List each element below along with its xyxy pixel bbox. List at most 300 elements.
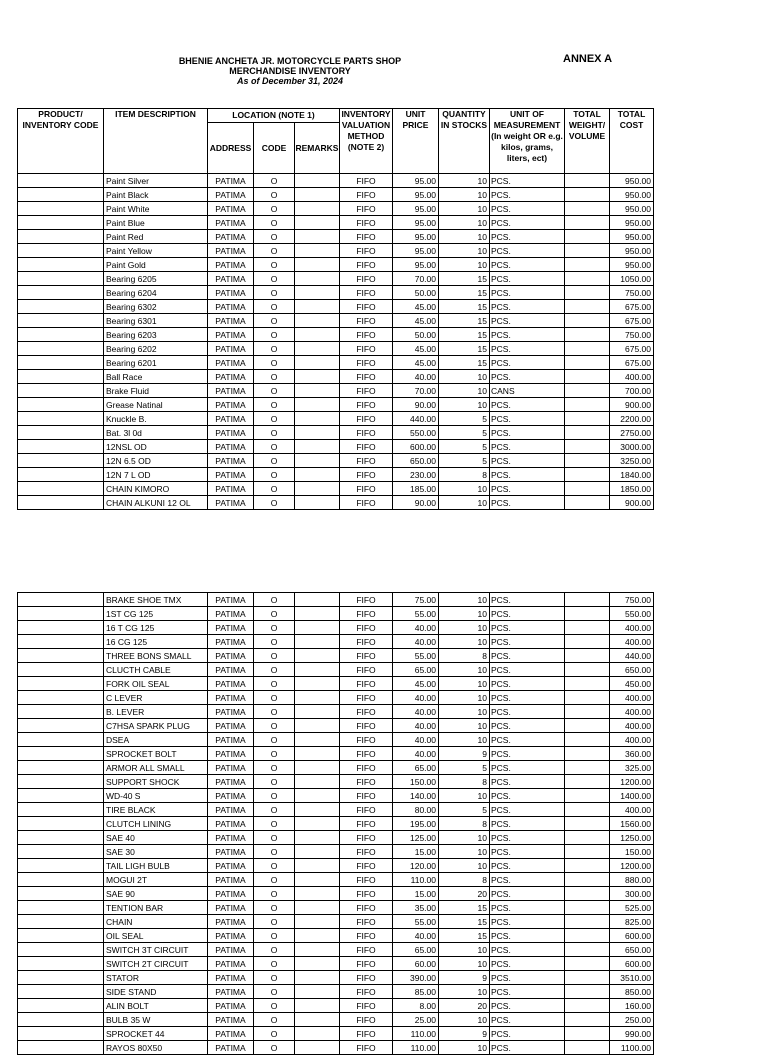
cell-product-code xyxy=(18,314,104,328)
cell-remarks xyxy=(295,370,340,384)
cell-remarks xyxy=(295,426,340,440)
cell-code: O xyxy=(254,370,295,384)
cell-unit-measure: PCS. xyxy=(490,356,565,370)
cell-unit-price: 65.00 xyxy=(393,663,439,677)
cell-unit-measure: PCS. xyxy=(490,775,565,789)
cell-item-description: BRAKE SHOE TMX xyxy=(104,593,208,607)
cell-valuation: FIFO xyxy=(340,999,393,1013)
cell-unit-measure: PCS. xyxy=(490,747,565,761)
cell-code: O xyxy=(254,342,295,356)
cell-unit-price: 390.00 xyxy=(393,971,439,985)
cell-unit-price: 110.00 xyxy=(393,1041,439,1055)
cell-product-code xyxy=(18,440,104,454)
cell-item-description: SWITCH 2T CIRCUIT xyxy=(104,957,208,971)
cell-unit-price: 85.00 xyxy=(393,985,439,999)
cell-quantity: 9 xyxy=(439,747,490,761)
cell-unit-measure: PCS. xyxy=(490,188,565,202)
cell-product-code xyxy=(18,831,104,845)
cell-total-weight xyxy=(565,985,610,999)
cell-total-weight xyxy=(565,314,610,328)
cell-total-weight xyxy=(565,216,610,230)
cell-address: PATIMA xyxy=(208,691,254,705)
cell-valuation: FIFO xyxy=(340,859,393,873)
table-row xyxy=(18,607,654,621)
cell-item-description: C LEVER xyxy=(104,691,208,705)
cell-total-cost: 950.00 xyxy=(610,188,654,202)
table-row xyxy=(18,314,654,328)
cell-quantity: 20 xyxy=(439,887,490,901)
table-row xyxy=(18,426,654,440)
cell-code: O xyxy=(254,887,295,901)
col-valuation: INVENTORY VALUATION METHOD (NOTE 2) xyxy=(340,109,393,174)
cell-total-cost: 1100.00 xyxy=(610,1041,654,1055)
cell-total-weight xyxy=(565,440,610,454)
cell-item-description: 12N 6.5 OD xyxy=(104,454,208,468)
cell-code: O xyxy=(254,188,295,202)
cell-address: PATIMA xyxy=(208,188,254,202)
cell-item-description: Paint Gold xyxy=(104,258,208,272)
cell-total-cost: 1400.00 xyxy=(610,789,654,803)
cell-unit-price: 95.00 xyxy=(393,216,439,230)
cell-total-cost: 675.00 xyxy=(610,300,654,314)
cell-item-description: WD-40 S xyxy=(104,789,208,803)
cell-item-description: Bat. 3l 0d xyxy=(104,426,208,440)
table-row xyxy=(18,901,654,915)
table-row xyxy=(18,272,654,286)
cell-remarks xyxy=(295,244,340,258)
cell-address: PATIMA xyxy=(208,761,254,775)
table-row xyxy=(18,230,654,244)
cell-product-code xyxy=(18,691,104,705)
cell-valuation: FIFO xyxy=(340,733,393,747)
cell-total-cost: 1840.00 xyxy=(610,468,654,482)
cell-valuation: FIFO xyxy=(340,398,393,412)
cell-unit-measure: PCS. xyxy=(490,370,565,384)
cell-unit-price: 40.00 xyxy=(393,370,439,384)
cell-unit-price: 50.00 xyxy=(393,286,439,300)
cell-total-cost: 3000.00 xyxy=(610,440,654,454)
cell-total-cost: 675.00 xyxy=(610,342,654,356)
cell-total-weight xyxy=(565,202,610,216)
cell-unit-price: 150.00 xyxy=(393,775,439,789)
table-row xyxy=(18,929,654,943)
cell-total-cost: 1250.00 xyxy=(610,831,654,845)
cell-total-cost: 825.00 xyxy=(610,915,654,929)
cell-code: O xyxy=(254,468,295,482)
cell-remarks xyxy=(295,174,340,188)
cell-remarks xyxy=(295,342,340,356)
cell-quantity: 8 xyxy=(439,775,490,789)
cell-unit-price: 90.00 xyxy=(393,496,439,510)
cell-unit-measure: PCS. xyxy=(490,873,565,887)
cell-address: PATIMA xyxy=(208,314,254,328)
cell-unit-price: 55.00 xyxy=(393,915,439,929)
cell-unit-measure: PCS. xyxy=(490,300,565,314)
cell-code: O xyxy=(254,691,295,705)
cell-address: PATIMA xyxy=(208,649,254,663)
table-row xyxy=(18,789,654,803)
cell-unit-measure: PCS. xyxy=(490,202,565,216)
cell-unit-price: 40.00 xyxy=(393,621,439,635)
cell-total-cost: 600.00 xyxy=(610,929,654,943)
cell-item-description: SUPPORT SHOCK xyxy=(104,775,208,789)
cell-unit-measure: PCS. xyxy=(490,761,565,775)
cell-item-description: Grease Natinal xyxy=(104,398,208,412)
cell-item-description: SAE 30 xyxy=(104,845,208,859)
cell-total-cost: 750.00 xyxy=(610,286,654,300)
cell-address: PATIMA xyxy=(208,496,254,510)
cell-code: O xyxy=(254,174,295,188)
table-row xyxy=(18,719,654,733)
cell-item-description: B. LEVER xyxy=(104,705,208,719)
cell-item-description: 16 CG 125 xyxy=(104,635,208,649)
cell-remarks xyxy=(295,929,340,943)
cell-total-cost: 3250.00 xyxy=(610,454,654,468)
cell-address: PATIMA xyxy=(208,384,254,398)
cell-valuation: FIFO xyxy=(340,817,393,831)
table-row xyxy=(18,454,654,468)
cell-code: O xyxy=(254,202,295,216)
cell-quantity: 15 xyxy=(439,300,490,314)
cell-unit-measure: PCS. xyxy=(490,468,565,482)
cell-valuation: FIFO xyxy=(340,789,393,803)
cell-address: PATIMA xyxy=(208,719,254,733)
col-address: ADDRESS xyxy=(208,123,254,174)
cell-code: O xyxy=(254,929,295,943)
cell-code: O xyxy=(254,635,295,649)
cell-remarks xyxy=(295,356,340,370)
table-row xyxy=(18,202,654,216)
table-row xyxy=(18,216,654,230)
cell-unit-price: 15.00 xyxy=(393,845,439,859)
cell-address: PATIMA xyxy=(208,705,254,719)
cell-remarks xyxy=(295,817,340,831)
cell-valuation: FIFO xyxy=(340,454,393,468)
cell-remarks xyxy=(295,733,340,747)
report-date: As of December 31, 2024 xyxy=(236,76,344,86)
cell-total-cost: 675.00 xyxy=(610,314,654,328)
cell-code: O xyxy=(254,859,295,873)
cell-unit-price: 40.00 xyxy=(393,747,439,761)
cell-code: O xyxy=(254,901,295,915)
cell-address: PATIMA xyxy=(208,803,254,817)
cell-code: O xyxy=(254,943,295,957)
table-row xyxy=(18,384,654,398)
table-row xyxy=(18,482,654,496)
cell-code: O xyxy=(254,621,295,635)
cell-address: PATIMA xyxy=(208,901,254,915)
cell-unit-price: 40.00 xyxy=(393,691,439,705)
cell-unit-measure: PCS. xyxy=(490,216,565,230)
cell-remarks xyxy=(295,901,340,915)
cell-product-code xyxy=(18,803,104,817)
cell-unit-price: 650.00 xyxy=(393,454,439,468)
table-row xyxy=(18,859,654,873)
cell-quantity: 5 xyxy=(439,761,490,775)
cell-address: PATIMA xyxy=(208,244,254,258)
cell-quantity: 15 xyxy=(439,272,490,286)
cell-item-description: Paint Yellow xyxy=(104,244,208,258)
table-row xyxy=(18,817,654,831)
cell-quantity: 5 xyxy=(439,440,490,454)
cell-unit-price: 80.00 xyxy=(393,803,439,817)
cell-address: PATIMA xyxy=(208,943,254,957)
cell-product-code xyxy=(18,328,104,342)
cell-unit-price: 40.00 xyxy=(393,929,439,943)
cell-unit-price: 140.00 xyxy=(393,789,439,803)
table-row xyxy=(18,985,654,999)
cell-address: PATIMA xyxy=(208,1041,254,1055)
cell-total-cost: 400.00 xyxy=(610,803,654,817)
cell-valuation: FIFO xyxy=(340,1013,393,1027)
cell-product-code xyxy=(18,747,104,761)
cell-total-weight xyxy=(565,384,610,398)
cell-address: PATIMA xyxy=(208,915,254,929)
cell-total-cost: 950.00 xyxy=(610,174,654,188)
cell-unit-measure: PCS. xyxy=(490,342,565,356)
cell-remarks xyxy=(295,761,340,775)
cell-quantity: 8 xyxy=(439,649,490,663)
cell-unit-price: 440.00 xyxy=(393,412,439,426)
cell-quantity: 9 xyxy=(439,971,490,985)
cell-quantity: 15 xyxy=(439,286,490,300)
cell-code: O xyxy=(254,356,295,370)
cell-remarks xyxy=(295,607,340,621)
cell-unit-measure: PCS. xyxy=(490,831,565,845)
cell-valuation: FIFO xyxy=(340,943,393,957)
cell-unit-price: 45.00 xyxy=(393,314,439,328)
cell-total-cost: 400.00 xyxy=(610,705,654,719)
cell-address: PATIMA xyxy=(208,454,254,468)
cell-address: PATIMA xyxy=(208,440,254,454)
cell-unit-price: 120.00 xyxy=(393,859,439,873)
cell-total-cost: 1200.00 xyxy=(610,859,654,873)
cell-unit-measure: PCS. xyxy=(490,929,565,943)
cell-unit-measure: PCS. xyxy=(490,286,565,300)
cell-unit-measure: PCS. xyxy=(490,915,565,929)
cell-valuation: FIFO xyxy=(340,356,393,370)
cell-product-code xyxy=(18,929,104,943)
table-row xyxy=(18,733,654,747)
cell-address: PATIMA xyxy=(208,985,254,999)
cell-item-description: CHAIN KIMORO xyxy=(104,482,208,496)
cell-valuation: FIFO xyxy=(340,747,393,761)
cell-remarks xyxy=(295,873,340,887)
cell-valuation: FIFO xyxy=(340,915,393,929)
cell-item-description: OIL SEAL xyxy=(104,929,208,943)
cell-product-code xyxy=(18,817,104,831)
cell-total-weight xyxy=(565,873,610,887)
table-row xyxy=(18,1013,654,1027)
cell-total-cost: 750.00 xyxy=(610,328,654,342)
cell-total-cost: 400.00 xyxy=(610,691,654,705)
cell-product-code xyxy=(18,635,104,649)
cell-total-cost: 400.00 xyxy=(610,370,654,384)
cell-remarks xyxy=(295,915,340,929)
cell-remarks xyxy=(295,1013,340,1027)
cell-total-cost: 880.00 xyxy=(610,873,654,887)
cell-valuation: FIFO xyxy=(340,384,393,398)
cell-product-code xyxy=(18,286,104,300)
table-row xyxy=(18,244,654,258)
table-row xyxy=(18,649,654,663)
cell-unit-price: 15.00 xyxy=(393,887,439,901)
cell-code: O xyxy=(254,454,295,468)
cell-code: O xyxy=(254,258,295,272)
cell-total-cost: 950.00 xyxy=(610,258,654,272)
cell-item-description: Bearing 6301 xyxy=(104,314,208,328)
cell-total-weight xyxy=(565,635,610,649)
cell-product-code xyxy=(18,300,104,314)
cell-address: PATIMA xyxy=(208,174,254,188)
cell-total-weight xyxy=(565,663,610,677)
cell-unit-measure: PCS. xyxy=(490,817,565,831)
cell-valuation: FIFO xyxy=(340,328,393,342)
cell-unit-measure: PCS. xyxy=(490,230,565,244)
cell-total-cost: 990.00 xyxy=(610,1027,654,1041)
cell-code: O xyxy=(254,677,295,691)
cell-total-weight xyxy=(565,454,610,468)
cell-item-description: ARMOR ALL SMALL xyxy=(104,761,208,775)
cell-quantity: 15 xyxy=(439,314,490,328)
cell-product-code xyxy=(18,496,104,510)
table-row xyxy=(18,747,654,761)
cell-code: O xyxy=(254,915,295,929)
cell-remarks xyxy=(295,943,340,957)
cell-address: PATIMA xyxy=(208,216,254,230)
cell-valuation: FIFO xyxy=(340,188,393,202)
cell-item-description: SAE 40 xyxy=(104,831,208,845)
cell-valuation: FIFO xyxy=(340,873,393,887)
cell-remarks xyxy=(295,789,340,803)
cell-remarks xyxy=(295,482,340,496)
cell-quantity: 20 xyxy=(439,999,490,1013)
table-row xyxy=(18,174,654,188)
cell-address: PATIMA xyxy=(208,342,254,356)
table-row xyxy=(18,971,654,985)
cell-unit-measure: PCS. xyxy=(490,1013,565,1027)
cell-quantity: 10 xyxy=(439,677,490,691)
cell-unit-price: 45.00 xyxy=(393,677,439,691)
cell-item-description: CLUCTH CABLE xyxy=(104,663,208,677)
cell-unit-measure: PCS. xyxy=(490,244,565,258)
cell-address: PATIMA xyxy=(208,957,254,971)
table-row xyxy=(18,887,654,901)
cell-product-code xyxy=(18,915,104,929)
table-row xyxy=(18,957,654,971)
cell-address: PATIMA xyxy=(208,775,254,789)
cell-quantity: 10 xyxy=(439,1013,490,1027)
cell-unit-measure: PCS. xyxy=(490,719,565,733)
cell-address: PATIMA xyxy=(208,482,254,496)
cell-item-description: Bearing 6203 xyxy=(104,328,208,342)
cell-item-description: Paint Blue xyxy=(104,216,208,230)
cell-unit-price: 40.00 xyxy=(393,705,439,719)
cell-address: PATIMA xyxy=(208,468,254,482)
cell-remarks xyxy=(295,286,340,300)
cell-valuation: FIFO xyxy=(340,272,393,286)
cell-unit-measure: PCS. xyxy=(490,971,565,985)
cell-remarks xyxy=(295,496,340,510)
table-row xyxy=(18,691,654,705)
cell-item-description: Knuckle B. xyxy=(104,412,208,426)
cell-total-cost: 600.00 xyxy=(610,957,654,971)
cell-unit-price: 55.00 xyxy=(393,649,439,663)
cell-total-weight xyxy=(565,328,610,342)
cell-remarks xyxy=(295,230,340,244)
cell-remarks xyxy=(295,188,340,202)
cell-valuation: FIFO xyxy=(340,286,393,300)
cell-unit-price: 50.00 xyxy=(393,328,439,342)
cell-product-code xyxy=(18,761,104,775)
cell-code: O xyxy=(254,999,295,1013)
cell-total-weight xyxy=(565,999,610,1013)
cell-total-weight xyxy=(565,845,610,859)
cell-product-code xyxy=(18,258,104,272)
cell-remarks xyxy=(295,635,340,649)
report-title: MERCHANDISE INVENTORY xyxy=(229,66,351,76)
cell-unit-measure: PCS. xyxy=(490,426,565,440)
cell-product-code xyxy=(18,426,104,440)
cell-total-weight xyxy=(565,929,610,943)
cell-code: O xyxy=(254,230,295,244)
cell-unit-price: 95.00 xyxy=(393,174,439,188)
cell-total-cost: 650.00 xyxy=(610,663,654,677)
cell-valuation: FIFO xyxy=(340,300,393,314)
cell-total-weight xyxy=(565,272,610,286)
cell-product-code xyxy=(18,971,104,985)
cell-unit-price: 65.00 xyxy=(393,761,439,775)
cell-product-code xyxy=(18,398,104,412)
cell-quantity: 8 xyxy=(439,873,490,887)
cell-quantity: 10 xyxy=(439,398,490,412)
cell-unit-measure: PCS. xyxy=(490,593,565,607)
cell-valuation: FIFO xyxy=(340,342,393,356)
cell-remarks xyxy=(295,705,340,719)
cell-code: O xyxy=(254,775,295,789)
cell-address: PATIMA xyxy=(208,412,254,426)
cell-total-weight xyxy=(565,691,610,705)
cell-item-description: SPROCKET BOLT xyxy=(104,747,208,761)
table-row xyxy=(18,286,654,300)
cell-quantity: 15 xyxy=(439,342,490,356)
cell-unit-measure: PCS. xyxy=(490,649,565,663)
cell-product-code xyxy=(18,454,104,468)
cell-unit-measure: PCS. xyxy=(490,328,565,342)
cell-code: O xyxy=(254,789,295,803)
cell-valuation: FIFO xyxy=(340,677,393,691)
cell-product-code xyxy=(18,733,104,747)
cell-address: PATIMA xyxy=(208,663,254,677)
cell-unit-price: 95.00 xyxy=(393,258,439,272)
cell-product-code xyxy=(18,342,104,356)
cell-code: O xyxy=(254,649,295,663)
cell-code: O xyxy=(254,216,295,230)
cell-unit-measure: PCS. xyxy=(490,258,565,272)
cell-address: PATIMA xyxy=(208,356,254,370)
cell-product-code xyxy=(18,775,104,789)
cell-unit-measure: PCS. xyxy=(490,635,565,649)
cell-total-cost: 675.00 xyxy=(610,356,654,370)
cell-valuation: FIFO xyxy=(340,216,393,230)
cell-valuation: FIFO xyxy=(340,230,393,244)
cell-total-weight xyxy=(565,761,610,775)
cell-unit-measure: PCS. xyxy=(490,454,565,468)
cell-code: O xyxy=(254,1027,295,1041)
cell-valuation: FIFO xyxy=(340,496,393,510)
cell-code: O xyxy=(254,412,295,426)
cell-product-code xyxy=(18,468,104,482)
